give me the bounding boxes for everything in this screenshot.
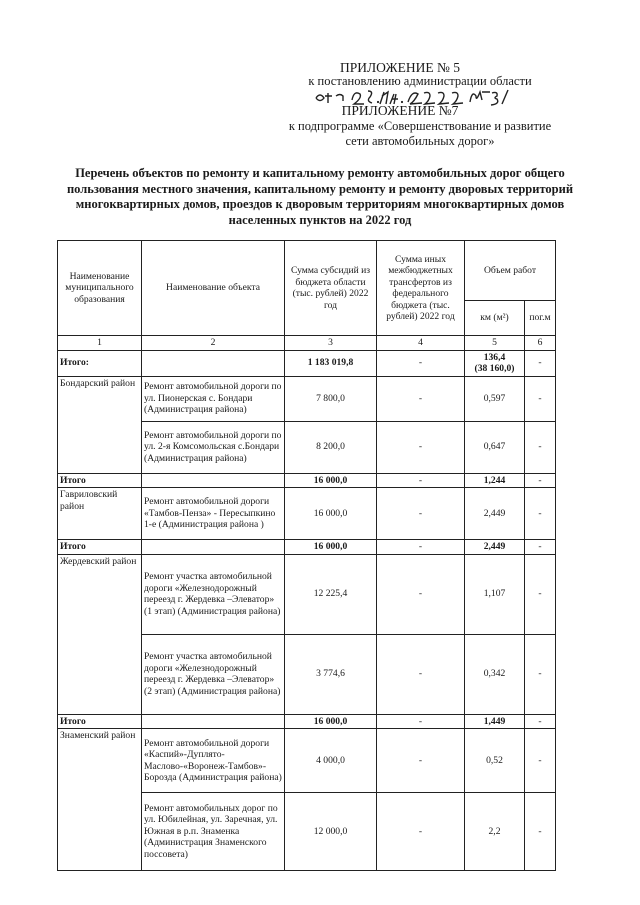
grand-total-row: [58, 350, 556, 376]
subtotal-label: Итого: [58, 473, 142, 488]
grand-total-pog: -: [525, 350, 556, 376]
table-row: [58, 554, 556, 634]
municipality-cell: Жердевский район: [58, 554, 142, 714]
grand-total-fed: -: [377, 350, 465, 376]
sum-cell: 16 000,0: [285, 488, 377, 540]
pog-cell: -: [525, 488, 556, 540]
header-subsidy: Сумма субсидий из бюджета области (тыс. рублей) 2022 год: [285, 241, 377, 336]
subprogram-line-2: сети автомобильных дорог»: [345, 134, 495, 148]
subtotal-km: 1,244: [465, 473, 525, 488]
table-row: [58, 729, 556, 793]
object-cell: Ремонт автомобильной дороги по ул. 2-я Комсомольская с.Бондари (Администрация района): [142, 421, 285, 473]
pog-cell: -: [525, 421, 556, 473]
header-federal-transfer: Сумма иных межбюджетных трансфертов из федерального бюджета (тыс. рублей) 2022 год: [377, 241, 465, 336]
title-line-3: многоквартирных домов, проездов к дворовым территориям многоквартирных домов: [75, 197, 565, 211]
pog-cell: -: [525, 634, 556, 714]
fed-cell: -: [377, 729, 465, 793]
km-cell: 0,597: [465, 376, 525, 421]
km-cell: 2,2: [465, 793, 525, 871]
km-cell: 2,449: [465, 488, 525, 540]
decree-reference: к постановлению администрации области: [308, 74, 532, 88]
sum-cell: 8 200,0: [285, 421, 377, 473]
document-title: [60, 166, 580, 228]
table-row: [58, 488, 556, 540]
subtotal-row: [58, 473, 556, 488]
object-cell: Ремонт автомобильной дороги «Тамбов-Пенза» - Пересыпкино 1-е (Администрация района ): [142, 488, 285, 540]
header-row: [58, 241, 556, 301]
subtotal-km: 2,449: [465, 540, 525, 555]
colnum-2: 2: [142, 336, 285, 351]
km-cell: 0,52: [465, 729, 525, 793]
sum-cell: 12 000,0: [285, 793, 377, 871]
header-object: Наименование объекта: [142, 241, 285, 336]
grand-total-m2-value: (38 160,0): [474, 363, 515, 374]
appendix-7-label: ПРИЛОЖЕНИЕ №7: [341, 103, 459, 118]
subtotal-km: 1,449: [465, 714, 525, 729]
subtotal-fed: -: [377, 540, 465, 555]
km-cell: 1,107: [465, 554, 525, 634]
subtotal-object: [142, 473, 285, 488]
sum-cell: 7 800,0: [285, 376, 377, 421]
km-cell: 0,647: [465, 421, 525, 473]
colnum-3: 3: [285, 336, 377, 351]
fed-cell: -: [377, 376, 465, 421]
grand-total-sum: 1 183 019,8: [285, 350, 377, 376]
colnum-5: 5: [465, 336, 525, 351]
sum-cell: 12 225,4: [285, 554, 377, 634]
pog-cell: -: [525, 729, 556, 793]
fed-cell: -: [377, 793, 465, 871]
subtotal-object: [142, 714, 285, 729]
pog-cell: -: [525, 554, 556, 634]
subtotal-row: [58, 540, 556, 555]
object-cell: Ремонт участка автомобильной дороги «Железнодорожный переезд г. Жердевка –Элеватор» (2 этап) (Администрация района): [142, 634, 285, 714]
fed-cell: -: [377, 554, 465, 634]
object-cell: Ремонт участка автомобильной дороги «Железнодорожный переезд г. Жердевка –Элеватор» (1 этап) (Администрация района): [142, 554, 285, 634]
municipality-cell: Бондарский район: [58, 376, 142, 473]
title-line-1: Перечень объектов по ремонту и капитальному ремонту автомобильных дорог общего: [75, 166, 565, 180]
subtotal-sum: 16 000,0: [285, 540, 377, 555]
pog-cell: -: [525, 793, 556, 871]
appendix-5-label: ПРИЛОЖЕНИЕ № 5: [339, 60, 461, 75]
subtotal-sum: 16 000,0: [285, 714, 377, 729]
grand-total-km: [465, 350, 525, 376]
grand-total-km-value: 136,4: [483, 351, 506, 363]
grand-total-label: Итого:: [58, 350, 142, 376]
subtotal-pog: -: [525, 714, 556, 729]
subtotal-object: [142, 540, 285, 555]
subtotal-label: Итого: [58, 540, 142, 555]
header-work-volume: Объем работ: [465, 241, 556, 301]
sum-cell: 3 774,6: [285, 634, 377, 714]
colnum-4: 4: [377, 336, 465, 351]
subtotal-fed: -: [377, 473, 465, 488]
km-cell: 0,342: [465, 634, 525, 714]
subtotal-sum: 16 000,0: [285, 473, 377, 488]
grand-total-object: [142, 350, 285, 376]
object-cell: Ремонт автомобильных дорог по ул. Юбилейная, ул. Заречная, ул. Южная в р.п. Знаменка (Администрация Знаменского поссовета): [142, 793, 285, 871]
object-cell: Ремонт автомобильной дороги «Каспий»-Дуплято-Маслово-«Воронеж-Тамбов»-Борозда (Администрация района): [142, 729, 285, 793]
colnum-1: 1: [58, 336, 142, 351]
header-pog-m: пог.м: [525, 301, 556, 336]
title-line-2: пользования местного значения, капитальному ремонту и ремонту дворовых территорий: [66, 181, 574, 196]
subtotal-pog: -: [525, 473, 556, 488]
subtotal-row: [58, 714, 556, 729]
header-municipality: Наименование муниципального образования: [58, 241, 142, 336]
title-line-4: населенных пунктов на 2022 год: [228, 212, 412, 227]
subtotal-fed: -: [377, 714, 465, 729]
table-row: [58, 376, 556, 421]
sum-cell: 4 000,0: [285, 729, 377, 793]
colnum-6: 6: [525, 336, 556, 351]
subprogram-line-1: к подпрограмме «Совершенствование и развитие: [288, 119, 552, 133]
column-numbers-row: [58, 336, 556, 351]
object-cell: Ремонт автомобильной дороги по ул. Пионерская с. Бондари (Администрация района): [142, 376, 285, 421]
subtotal-label: Итого: [58, 714, 142, 729]
municipality-cell: Знаменский район: [58, 729, 142, 871]
header-km: км (м²): [465, 301, 525, 336]
objects-table: [57, 240, 556, 871]
fed-cell: -: [377, 488, 465, 540]
pog-cell: -: [525, 376, 556, 421]
municipality-cell: Гавриловский район: [58, 488, 142, 540]
fed-cell: -: [377, 421, 465, 473]
subtotal-pog: -: [525, 540, 556, 555]
fed-cell: -: [377, 634, 465, 714]
